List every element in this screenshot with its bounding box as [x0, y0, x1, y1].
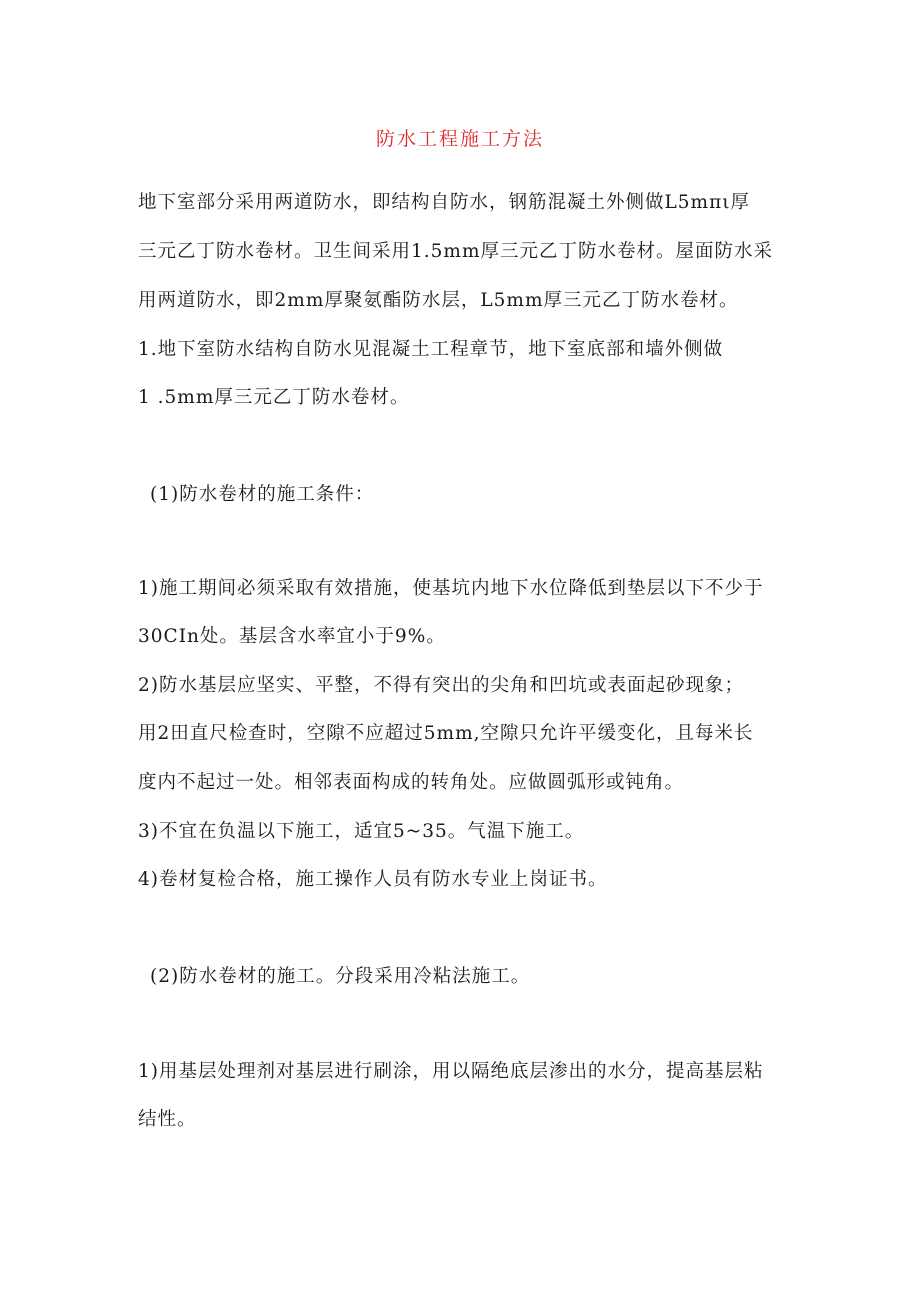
- section-heading: (2)防水卷材的施工。分段采用冷粘法施工。: [150, 966, 531, 987]
- paragraph-line: 1 .5mm厚三元乙丁防水卷材。: [138, 387, 410, 408]
- paragraph-line: 1)施工期间必须采取有效措施，使基坑内地下水位降低到垫层以下不少于: [138, 578, 764, 599]
- paragraph-line: 用两道防水，即2mm厚聚氨酯防水层，L5mm厚三元乙丁防水卷材。: [138, 290, 739, 311]
- paragraph-line: 结性。: [138, 1109, 197, 1130]
- paragraph-line: 三元乙丁防水卷材。卫生间采用1.5mm厚三元乙丁防水卷材。屋面防水采: [138, 241, 774, 262]
- paragraph-line: 度内不起过一处。相邻表面构成的转角处。应做圆弧形或钝角。: [138, 772, 685, 793]
- paragraph-line: 30CIn处。基层含水率宜小于9%。: [138, 626, 446, 647]
- section-heading: (1)防水卷材的施工条件：: [150, 484, 375, 505]
- paragraph-line: 1.地下室防水结构自防水见混凝土工程章节，地下室底部和墙外侧做: [138, 339, 724, 360]
- paragraph-line: 2)防水基层应坚实、平整，不得有突出的尖角和凹坑或表面起砂现象；: [138, 675, 744, 696]
- paragraph-line: 地下室部分采用两道防水，即结构自防水，钢筋混凝土外侧做L5mπι厚: [138, 192, 751, 213]
- document-title: 防水工程施工方法: [375, 128, 544, 150]
- paragraph-line: 用2田直尺检查时，空隙不应超过5mm,空隙只允许平缓变化，且每米长: [138, 723, 754, 744]
- paragraph-line: 4)卷材复检合格，施工操作人员有防水专业上岗证书。: [138, 869, 608, 890]
- paragraph-line: 1)用基层处理剂对基层进行刷涂，用以隔绝底层渗出的水分，提高基层粘: [138, 1061, 764, 1082]
- paragraph-line: 3)不宜在负温以下施工，适宜5~35。气温下施工。: [138, 821, 585, 842]
